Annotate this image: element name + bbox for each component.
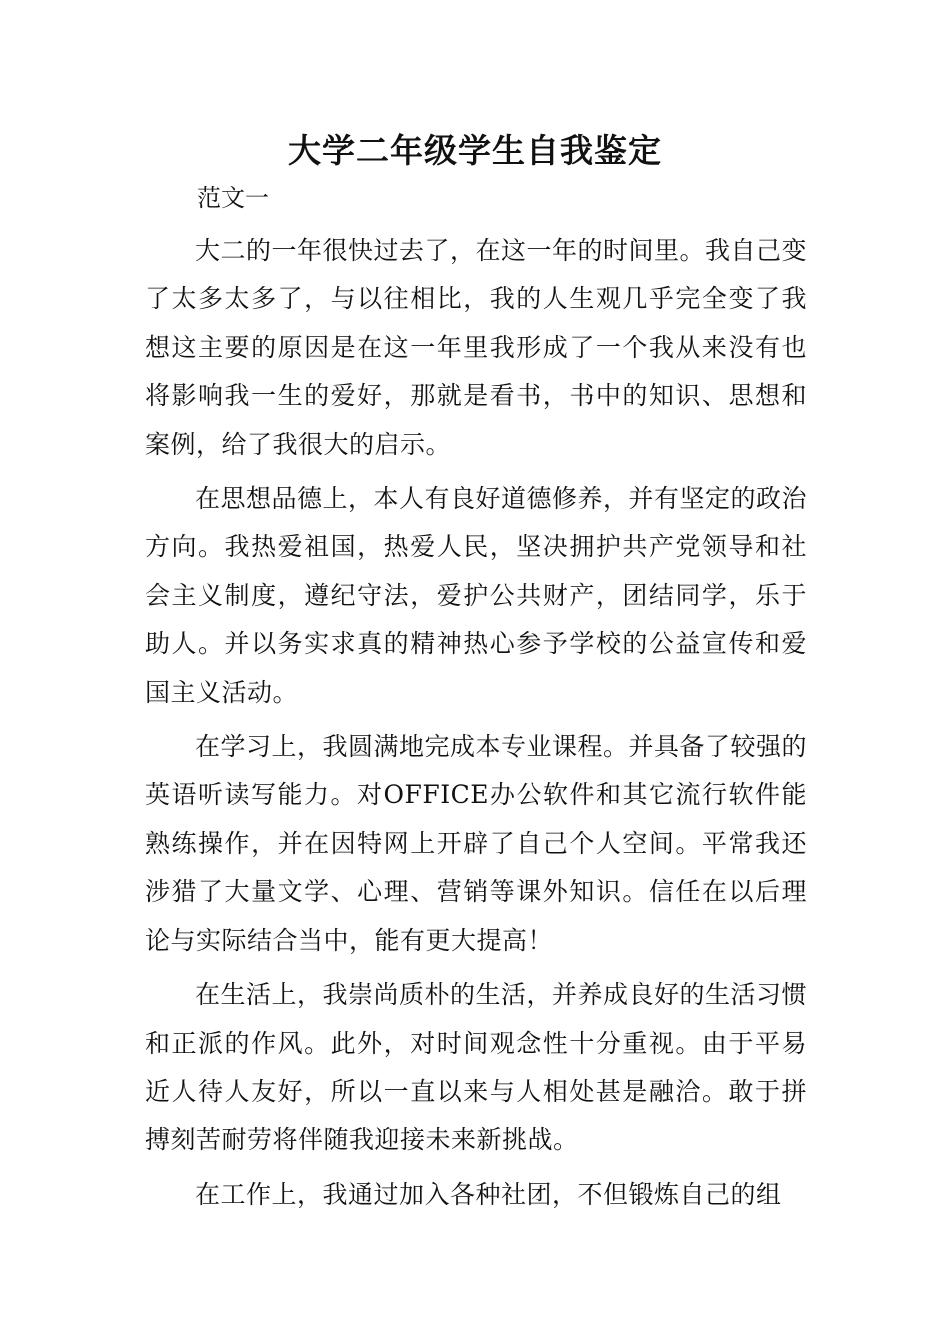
paragraph-morality: 在思想品德上，本人有良好道德修养，并有坚定的政治方向。我热爱祖国，热爱人民，坚决拥护共产党领导和社会主义制度，遵纪守法，爱护公共财产，团结同学，乐于助人。并以务实求真的精神热心参予学校的公益宣传和爱国主义活动。	[145, 484, 808, 707]
document-subtitle: 范文一	[197, 184, 269, 212]
paragraph-study: 在学习上，我圆满地完成本专业课程。并具备了较强的英语听读写能力。对OFFICE办公软件和其它流行软件能熟练操作，并在因特网上开辟了自己个人空间。平常我还涉猎了大量文学、心理、营销等课外知识。信任在以后理论与实际结合当中，能有更大提高！	[145, 732, 808, 955]
paragraph-overview: 大二的一年很快过去了，在这一年的时间里。我自己变了太多太多了，与以往相比，我的人生观几乎完全变了我想这主要的原因是在这一年里我形成了一个我从来没有也将影响我一生的爱好，那就是看书，书中的知识、思想和案例，给了我很大的启示。	[145, 236, 808, 459]
document-body	[145, 227, 807, 1225]
paragraph-life: 在生活上，我崇尚质朴的生活，并养成良好的生活习惯和正派的作风。此外，对时间观念性十分重视。由于平易近人待人友好，所以一直以来与人相处甚是融洽。敢于拼搏刻苦耐劳将伴随我迎接未来新挑战。	[145, 980, 808, 1155]
paragraph-work: 在工作上，我通过加入各种社团，不但锻炼自己的组	[195, 1179, 782, 1209]
document-title: 大学二年级学生自我鉴定	[288, 131, 662, 170]
